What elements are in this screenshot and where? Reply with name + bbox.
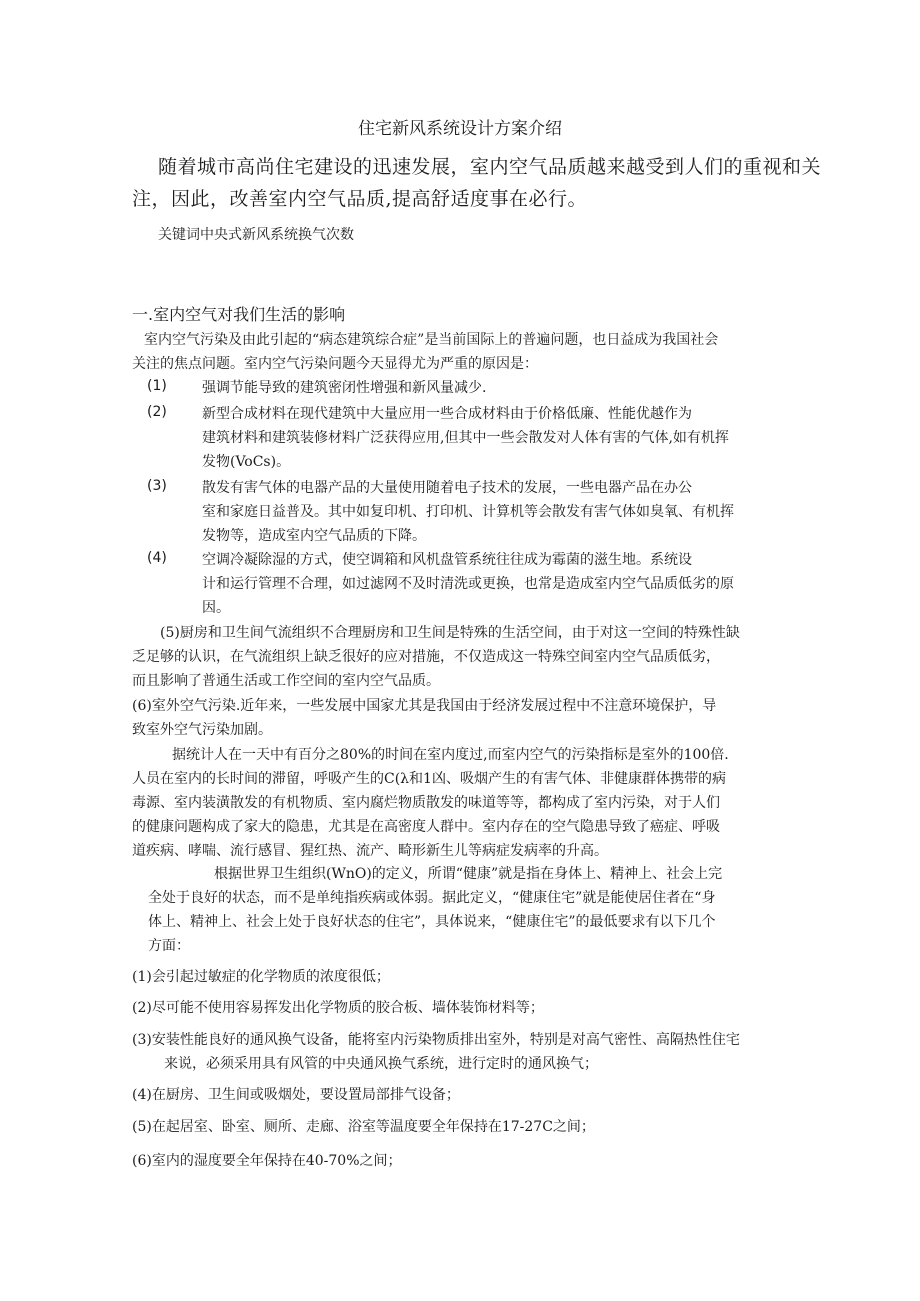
list-item-text: 发物(VoCs)。 — [202, 454, 291, 470]
item-5-line: 而且影响了普通生活或工作空间的室内空气品质。 — [132, 673, 440, 689]
stats-line: 道疾病、哮喘、流行感冒、猩红热、流产、畸形新生儿等病症发病率的升高。 — [132, 843, 608, 859]
requirement-line: 来说，必须采用具有风管的中央通风换气系统，进行定时的通风换气； — [164, 1056, 598, 1072]
who-line: 体上、精神上、社会上处于良好状态的住宅”，具体说来，“健康住宅”的最低要求有以下几个 — [148, 914, 716, 930]
who-line: 全处于良好的状态，而不是单纯指疾病或体弱。据此定义，“健康住宅”就是能使居住者在“身 — [148, 890, 716, 906]
stats-line: 的健康问题构成了家大的隐患，尤其是在高密度人群中。室内存在的空气隐患导致了癌症、呼吸 — [132, 819, 720, 835]
para-1-line-1: 室内空气污染及由此引起的“病态建筑综合症”是当前国际上的普遍问题，也日益成为我国社会 — [144, 332, 719, 348]
stats-line: 人员在室内的长时间的滞留，呼吸产生的C(λ和1凶、吸烟产生的有害气体、非健康群体携带的病 — [132, 771, 726, 787]
list-number: (1) — [147, 378, 167, 394]
requirement-line: (4)在厨房、卫生间或吸烟处，要设置局部排气设备； — [132, 1087, 460, 1103]
item-5-line: (5)厨房和卫生间气流组织不合理厨房和卫生间是特殊的生活空间，由于对这一空间的特殊性缺 — [160, 625, 740, 641]
intro-line-2: 注，因此，改善室内空气品质,提高舒适度事在必行。 — [132, 188, 588, 210]
requirement-line: (3)安装性能良好的通风换气设备，能将室内污染物质排出室外，特别是对高气密性、高隔热性住宅 — [132, 1032, 740, 1048]
list-number: (4) — [147, 550, 167, 566]
requirement-line: (1)会引起过敏症的化学物质的浓度很低； — [132, 969, 390, 985]
who-line: 根据世界卫生组织(WnO)的定义，所谓“健康”就是指在身体上、精神上、社会上完 — [214, 866, 723, 882]
list-item-text: 发物等，造成室内空气品质的下降。 — [202, 528, 426, 544]
document-title: 住宅新风系统设计方案介绍 — [358, 119, 562, 139]
stats-line: 毒源、室内装潢散发的有机物质、室内腐烂物质散发的味道等等，都构成了室内污染，对于人们 — [132, 795, 720, 811]
intro-line-1: 随着城市高尚住宅建设的迅速发展，室内空气品质越来越受到人们的重视和关 — [158, 156, 822, 178]
requirement-line: (5)在起居室、卧室、厕所、走廊、浴室等温度要全年保持在17-27C之间； — [132, 1119, 595, 1135]
section-heading: 一.室内空气对我们生活的影响 — [132, 305, 346, 324]
stats-line: 据统计人在一天中有百分之80%的时间在室内度过,而室内空气的污染指标是室外的100倍. — [172, 747, 729, 763]
list-item-text: 新型合成材料在现代建筑中大量应用一些合成材料由于价格低廉、性能优越作为 — [202, 406, 692, 422]
requirement-line: (2)尽可能不使用容易挥发出化学物质的胶合板、墙体装饰材料等； — [132, 1000, 544, 1016]
list-number: (2) — [147, 404, 167, 420]
list-number: (3) — [147, 478, 167, 494]
list-item-text: 空调冷凝除湿的方式，使空调箱和风机盘管系统往往成为霉菌的滋生地。系统设 — [202, 552, 692, 568]
para-1-line-2: 关注的焦点问题。室内空气污染问题今天显得尤为严重的原因是： — [132, 356, 538, 372]
list-item-text: 计和运行管理不合理，如过滤网不及时清洗或更换，也常是造成室内空气品质低劣的原 — [202, 576, 734, 592]
who-line: 方面： — [148, 938, 190, 954]
list-item-text: 室和家庭日益普及。其中如复印机、打印机、计算机等会散发有害气体如臭氧、有机挥 — [202, 504, 734, 520]
item-6-line: (6)室外空气污染.近年来，一些发展中国家尤其是我国由于经济发展过程中不注意环境保护，导 — [132, 698, 717, 714]
list-item-text: 强调节能导致的建筑密闭性增强和新风量减少. — [202, 380, 487, 396]
list-item-text: 建筑材料和建筑装修材料广泛获得应用,但其中一些会散发对人体有害的气体,如有机挥 — [202, 430, 729, 446]
list-item-text: 因。 — [202, 600, 230, 616]
list-item-text: 散发有害气体的电器产品的大量使用随着电子技术的发展，一些电器产品在办公 — [202, 480, 692, 496]
keywords: 关键词中央式新风系统换气次数 — [158, 227, 354, 243]
requirement-line: (6)室内的湿度要全年保持在40-70%之间； — [132, 1153, 402, 1169]
item-5-line: 乏足够的认识，在气流组织上缺乏很好的应对措施，不仅造成这一特殊空间室内空气品质低劣， — [132, 649, 720, 665]
item-6-line: 致室外空气污染加剧。 — [132, 722, 272, 738]
